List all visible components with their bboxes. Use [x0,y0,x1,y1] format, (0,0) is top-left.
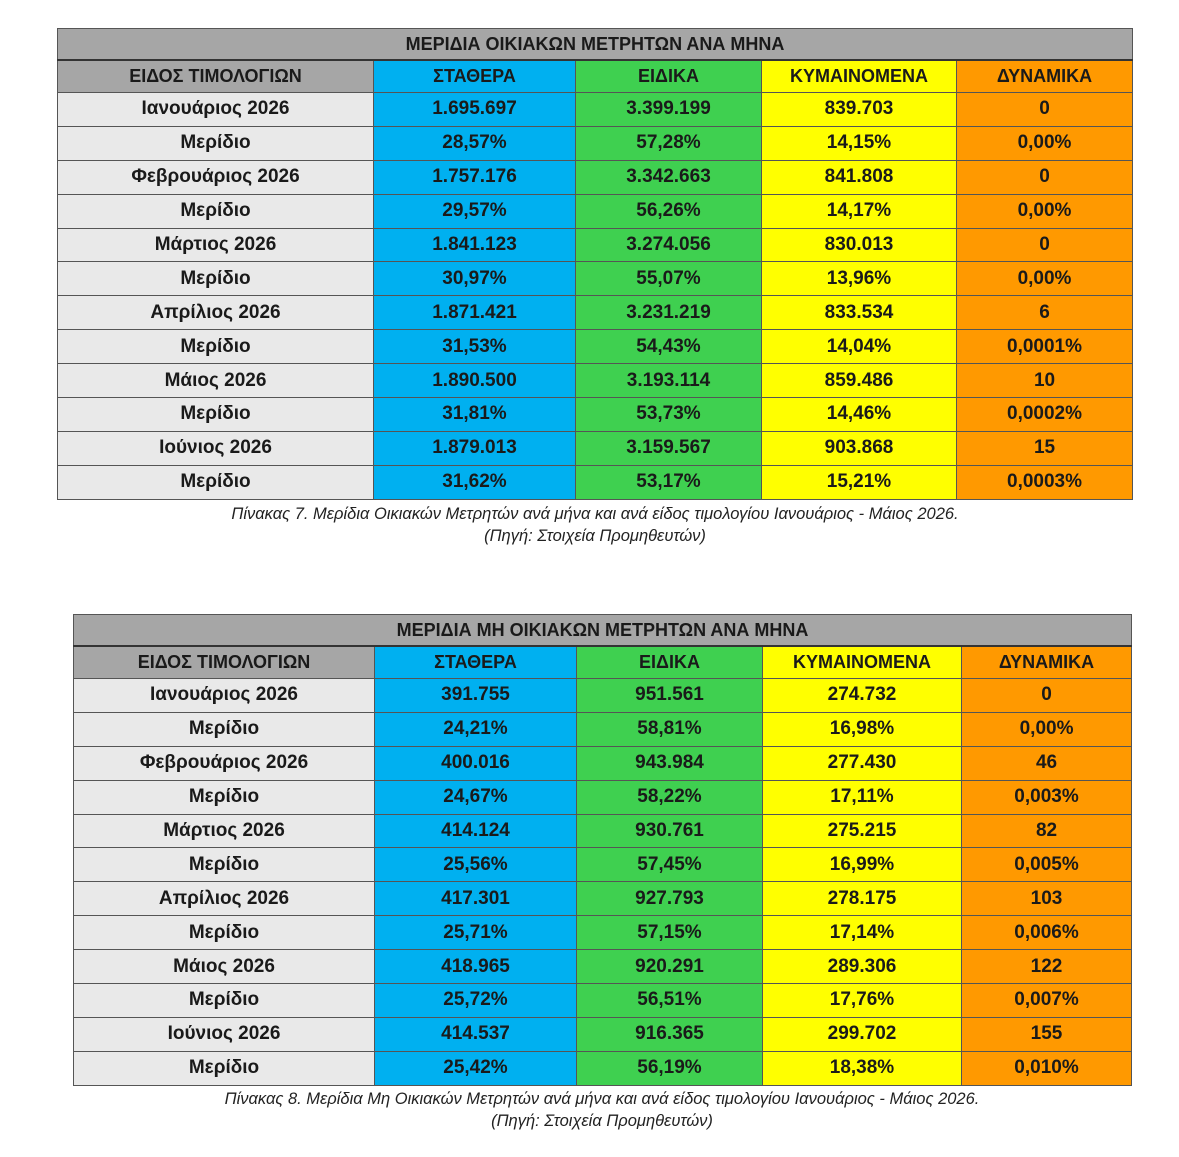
eidika-value: 57,45% [577,848,763,882]
kymainomena-value: 14,17% [762,194,957,228]
header-dynamika: ΔΥΝΑΜΙΚΑ [962,646,1132,679]
stathera-value: 417.301 [375,882,577,916]
eidika-value: 58,81% [577,712,763,746]
row-label: Μερίδιο [58,465,374,499]
row-label: Απρίλιος 2026 [58,296,374,330]
eidika-value: 53,17% [576,465,762,499]
row-label: Μερίδιο [58,194,374,228]
row-label: Ιανουάριος 2026 [74,679,375,713]
row-label: Ιούνιος 2026 [58,431,374,465]
eidika-value: 927.793 [577,882,763,916]
eidika-value: 3.274.056 [576,228,762,262]
dynamika-value: 0,00% [957,126,1133,160]
table-row [58,93,1133,127]
stathera-value: 1.841.123 [374,228,576,262]
row-label: Μερίδιο [74,712,375,746]
kymainomena-value: 859.486 [762,364,957,398]
row-label: Φεβρουάριος 2026 [74,746,375,780]
kymainomena-value: 16,98% [763,712,962,746]
header-tariff-type: ΕΙΔΟΣ ΤΙΜΟΛΟΓΙΩΝ [58,60,374,93]
row-label: Μερίδιο [74,848,375,882]
dynamika-value: 0,005% [962,848,1132,882]
eidika-value: 3.193.114 [576,364,762,398]
dynamika-value: 122 [962,950,1132,984]
caption-text: Πίνακας 8. Μερίδια Μη Οικιακών Μετρητών ανά μήνα και ανά είδος τιμολογίου Ιανουάριος - Μάιος 2026. [224,1090,980,1108]
stathera-value: 1.757.176 [374,160,576,194]
table-row [58,465,1133,499]
header-tariff-type: ΕΙΔΟΣ ΤΙΜΟΛΟΓΙΩΝ [74,646,375,679]
header-eidika: ΕΙΔΙΚΑ [577,646,763,679]
kymainomena-value: 16,99% [763,848,962,882]
kymainomena-value: 277.430 [763,746,962,780]
row-label: Μάρτιος 2026 [74,814,375,848]
kymainomena-value: 17,14% [763,916,962,950]
stathera-value: 24,21% [375,712,577,746]
header-row [74,646,1132,679]
table-row [74,950,1132,984]
stathera-value: 30,97% [374,262,576,296]
header-eidika: ΕΙΔΙΚΑ [576,60,762,93]
kymainomena-value: 278.175 [763,882,962,916]
caption-source: (Πηγή: Στοιχεία Προμηθευτών) [491,1112,713,1130]
household-shares-table [57,28,1133,500]
table-row [58,364,1133,398]
stathera-value: 29,57% [374,194,576,228]
stathera-value: 25,71% [375,916,577,950]
eidika-value: 58,22% [577,780,763,814]
dynamika-value: 10 [957,364,1133,398]
stathera-value: 31,62% [374,465,576,499]
header-row [58,60,1133,93]
stathera-value: 1.879.013 [374,431,576,465]
stathera-value: 391.755 [375,679,577,713]
header-stathera: ΣΤΑΘΕΡΑ [375,646,577,679]
dynamika-value: 0,00% [957,262,1133,296]
stathera-value: 414.124 [375,814,577,848]
row-label: Μάρτιος 2026 [58,228,374,262]
eidika-value: 3.231.219 [576,296,762,330]
kymainomena-value: 830.013 [762,228,957,262]
dynamika-value: 0,00% [957,194,1133,228]
kymainomena-value: 839.703 [762,93,957,127]
dynamika-value: 0,0001% [957,330,1133,364]
stathera-value: 414.537 [375,1017,577,1051]
stathera-value: 1.890.500 [374,364,576,398]
eidika-value: 55,07% [576,262,762,296]
dynamika-value: 0,00% [962,712,1132,746]
dynamika-value: 155 [962,1017,1132,1051]
dynamika-value: 0 [957,160,1133,194]
eidika-value: 951.561 [577,679,763,713]
row-label: Μάιος 2026 [74,950,375,984]
eidika-value: 3.342.663 [576,160,762,194]
row-label: Μάιος 2026 [58,364,374,398]
table-row [74,746,1132,780]
row-label: Μερίδιο [58,126,374,160]
table-row [74,984,1132,1018]
dynamika-value: 0 [957,93,1133,127]
table-row [58,431,1133,465]
dynamika-value: 0,010% [962,1051,1132,1085]
dynamika-value: 82 [962,814,1132,848]
kymainomena-value: 13,96% [762,262,957,296]
kymainomena-value: 18,38% [763,1051,962,1085]
table2-caption [73,1088,1131,1132]
eidika-value: 3.159.567 [576,431,762,465]
row-label: Απρίλιος 2026 [74,882,375,916]
caption-source: (Πηγή: Στοιχεία Προμηθευτών) [484,527,706,545]
kymainomena-value: 299.702 [763,1017,962,1051]
stathera-value: 1.871.421 [374,296,576,330]
kymainomena-value: 15,21% [762,465,957,499]
dynamika-value: 0 [957,228,1133,262]
row-label: Ιούνιος 2026 [74,1017,375,1051]
row-label: Ιανουάριος 2026 [58,93,374,127]
stathera-value: 418.965 [375,950,577,984]
table-title: ΜΕΡΙΔΙΑ ΟΙΚΙΑΚΩΝ ΜΕΤΡΗΤΩΝ ΑΝΑ ΜΗΝΑ [58,29,1133,61]
kymainomena-value: 17,11% [763,780,962,814]
kymainomena-value: 841.808 [762,160,957,194]
stathera-value: 1.695.697 [374,93,576,127]
caption-text: Πίνακας 7. Μερίδια Οικιακών Μετρητών ανά μήνα και ανά είδος τιμολογίου Ιανουάριος - Μάιος 2026. [231,505,959,523]
table-row [74,848,1132,882]
row-label: Μερίδιο [58,262,374,296]
row-label: Μερίδιο [74,916,375,950]
table-row [74,1051,1132,1085]
table-row [58,330,1133,364]
kymainomena-value: 274.732 [763,679,962,713]
dynamika-value: 103 [962,882,1132,916]
eidika-value: 916.365 [577,1017,763,1051]
dynamika-value: 15 [957,431,1133,465]
eidika-value: 56,26% [576,194,762,228]
table-row [58,262,1133,296]
kymainomena-value: 275.215 [763,814,962,848]
kymainomena-value: 14,04% [762,330,957,364]
kymainomena-value: 14,46% [762,398,957,432]
kymainomena-value: 289.306 [763,950,962,984]
table-row [58,228,1133,262]
table-row [58,398,1133,432]
dynamika-value: 0,003% [962,780,1132,814]
stathera-value: 24,67% [375,780,577,814]
non-household-shares-table [73,614,1132,1086]
row-label: Μερίδιο [74,780,375,814]
row-label: Φεβρουάριος 2026 [58,160,374,194]
kymainomena-value: 17,76% [763,984,962,1018]
table-row [74,882,1132,916]
dynamika-value: 0,0003% [957,465,1133,499]
row-label: Μερίδιο [58,330,374,364]
row-label: Μερίδιο [74,984,375,1018]
kymainomena-value: 833.534 [762,296,957,330]
row-label: Μερίδιο [74,1051,375,1085]
table-row [58,126,1133,160]
header-dynamika: ΔΥΝΑΜΙΚΑ [957,60,1133,93]
stathera-value: 25,42% [375,1051,577,1085]
header-kymainomena: ΚΥΜΑΙΝΟΜΕΝΑ [763,646,962,679]
stathera-value: 31,53% [374,330,576,364]
dynamika-value: 0,0002% [957,398,1133,432]
eidika-value: 53,73% [576,398,762,432]
eidika-value: 920.291 [577,950,763,984]
eidika-value: 54,43% [576,330,762,364]
stathera-value: 25,72% [375,984,577,1018]
eidika-value: 57,15% [577,916,763,950]
table-row [74,712,1132,746]
kymainomena-value: 903.868 [762,431,957,465]
row-label: Μερίδιο [58,398,374,432]
dynamika-value: 6 [957,296,1133,330]
table1-caption [60,503,1130,547]
eidika-value: 3.399.199 [576,93,762,127]
table-row [58,194,1133,228]
stathera-value: 31,81% [374,398,576,432]
stathera-value: 400.016 [375,746,577,780]
dynamika-value: 46 [962,746,1132,780]
eidika-value: 56,51% [577,984,763,1018]
stathera-value: 25,56% [375,848,577,882]
eidika-value: 943.984 [577,746,763,780]
eidika-value: 930.761 [577,814,763,848]
eidika-value: 57,28% [576,126,762,160]
table-row [74,916,1132,950]
header-kymainomena: ΚΥΜΑΙΝΟΜΕΝΑ [762,60,957,93]
stathera-value: 28,57% [374,126,576,160]
table-row [74,814,1132,848]
table-row [74,780,1132,814]
dynamika-value: 0 [962,679,1132,713]
dynamika-value: 0,007% [962,984,1132,1018]
eidika-value: 56,19% [577,1051,763,1085]
table-row [74,1017,1132,1051]
table-title: ΜΕΡΙΔΙΑ ΜΗ ΟΙΚΙΑΚΩΝ ΜΕΤΡΗΤΩΝ ΑΝΑ ΜΗΝΑ [74,615,1132,647]
dynamika-value: 0,006% [962,916,1132,950]
table-row [58,160,1133,194]
table-row [74,679,1132,713]
table-row [58,296,1133,330]
kymainomena-value: 14,15% [762,126,957,160]
header-stathera: ΣΤΑΘΕΡΑ [374,60,576,93]
